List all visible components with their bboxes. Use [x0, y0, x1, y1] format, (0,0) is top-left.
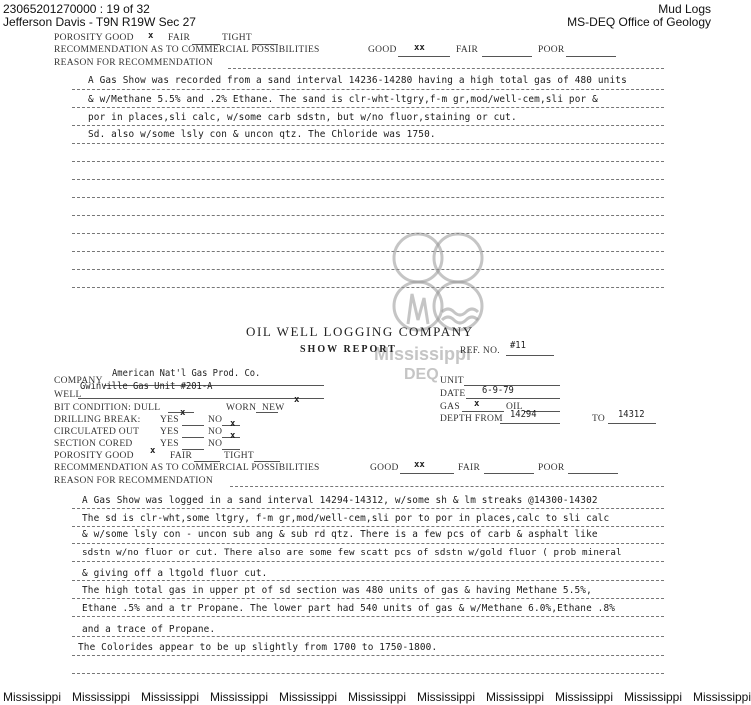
drilling-no-label: NO: [208, 415, 223, 425]
report-line-5: & giving off a ltgold fluor cut.: [82, 568, 268, 579]
ruled-line: [72, 636, 664, 637]
footer-watermark-3: Mississippi: [141, 690, 200, 704]
ref-no-value: #11: [510, 340, 526, 351]
drilling-yes-line: [182, 425, 204, 426]
ruled-line: [72, 598, 664, 599]
bit-condition-mark: x: [294, 395, 300, 405]
report-line-8: and a trace of Propane.: [82, 624, 216, 635]
date-value: 6-9-79: [482, 385, 514, 396]
recommendation-label: RECOMMENDATION AS TO COMMERCIAL POSSIBILITIES: [54, 463, 320, 473]
top-good-line: [398, 56, 450, 57]
top-good-mark: xx: [414, 43, 425, 53]
depth-to-value: 14312: [618, 409, 645, 420]
ruled-line: [72, 107, 664, 108]
drilling-break-label: DRILLING BREAK:: [54, 415, 141, 425]
section-cored-label: SECTION CORED: [54, 439, 133, 449]
reason-label: REASON FOR RECOMMENDATION: [54, 476, 213, 486]
report-line-3: & w/some lsly con - uncon sub ang & sub rd qtz. There is a few pcs of carb & asphalt like: [82, 529, 598, 540]
circulated-yes-line: [182, 437, 204, 438]
ruled-line: [72, 233, 664, 234]
circulated-no-mark: x: [230, 419, 236, 429]
bit-condition-label: BIT CONDITION: DULL: [54, 403, 161, 413]
date-line: [466, 398, 560, 399]
company-label: COMPANY: [54, 376, 103, 386]
well-value: Gwinville Gas Unit #201-A: [80, 381, 213, 392]
oil-label: OIL: [506, 402, 523, 412]
top-report-line-3: por in places,sli calc, w/some carb sdstn, but w/no fluor,staining or cut.: [88, 112, 517, 123]
report-line-9: The Colorides appear to be up slightly from 1700 to 1750-1800.: [78, 642, 438, 653]
ruled-line: [72, 561, 664, 562]
seal-plant: [408, 294, 428, 324]
footer-watermark-10: Mississippi: [624, 690, 683, 704]
top-poor-line: [566, 56, 616, 57]
ruled-line: [72, 89, 664, 90]
ruled-line: [72, 143, 664, 144]
company-value: American Nat'l Gas Prod. Co.: [112, 368, 261, 379]
depth-from-value: 14294: [510, 409, 537, 420]
cored-yes-line: [182, 449, 204, 450]
seal-wave-1: [442, 309, 478, 315]
new-label: NEW: [262, 403, 285, 413]
date-label: DATE: [440, 389, 466, 399]
footer-watermark-7: Mississippi: [417, 690, 476, 704]
footer-watermark-4: Mississippi: [210, 690, 269, 704]
report-line-6: The high total gas in upper pt of sd section was 480 units of gas & having Methane 5.5%,: [82, 585, 592, 596]
top-porosity-mark: x: [148, 31, 154, 41]
ref-no-label: REF. NO.: [460, 346, 500, 356]
top-poor-label: POOR: [538, 45, 565, 55]
document-id-page: 23065201270000 : 19 of 32: [3, 2, 150, 16]
ruled-line: [72, 287, 664, 288]
cored-no-label: NO: [208, 439, 223, 449]
porosity-mark: x: [150, 446, 156, 456]
gas-mark: x: [474, 399, 480, 409]
depth-to-line: [608, 423, 656, 424]
cored-no-mark: x: [230, 431, 236, 441]
document-type: Mud Logs: [658, 2, 711, 16]
ruled-line: [72, 526, 664, 527]
good-line: [400, 473, 454, 474]
top-report-line-1: A Gas Show was recorded from a sand interval 14236-14280 having a high total gas of 480 units: [88, 75, 627, 86]
footer-watermark-6: Mississippi: [348, 690, 407, 704]
footer-watermark-11: Mississippi: [693, 690, 751, 704]
poor-line: [568, 473, 618, 474]
well-line: [78, 398, 324, 399]
deq-seal-watermark: [388, 228, 488, 338]
footer-watermark-2: Mississippi: [72, 690, 131, 704]
ruled-line: [72, 197, 664, 198]
seal-wave-2: [442, 317, 478, 323]
unit-label: UNIT: [440, 376, 464, 386]
agency-label: MS-DEQ Office of Geology: [567, 15, 711, 29]
ruled-line: [72, 125, 664, 126]
reason-line: [230, 486, 664, 487]
top-good-label: GOOD: [368, 45, 397, 55]
footer-watermark-8: Mississippi: [486, 690, 545, 704]
top-fair-label: FAIR: [168, 33, 191, 43]
show-report-title: SHOW REPORT: [300, 344, 397, 355]
fair-line: [194, 461, 220, 462]
fair-label: FAIR: [170, 451, 193, 461]
poor-label: POOR: [538, 463, 565, 473]
top-porosity-label: POROSITY GOOD: [54, 33, 134, 43]
watermark-deq: DEQ: [404, 366, 439, 383]
report-line-1: A Gas Show was logged in a sand interval 14294-14312, w/some sh & lm streaks @14300-14302: [82, 495, 598, 506]
ruled-line: [72, 673, 664, 674]
top-reason-label: REASON FOR RECOMMENDATION: [54, 58, 213, 68]
depth-from-label: DEPTH FROM: [440, 414, 503, 424]
location-label: Jefferson Davis - T9N R19W Sec 27: [3, 15, 196, 29]
circulated-no-label: NO: [208, 427, 223, 437]
fair2-line: [484, 473, 534, 474]
fair2-label: FAIR: [458, 463, 481, 473]
well-label: WELL: [54, 390, 82, 400]
ruled-line: [72, 543, 664, 544]
depth-to-label: TO: [592, 414, 606, 424]
top-report-line-4: Sd. also w/some lsly con & uncon qtz. The Chloride was 1750.: [88, 129, 436, 140]
ruled-line: [72, 251, 664, 252]
tight-line: [254, 461, 280, 462]
depth-from-line: [500, 423, 560, 424]
gas-line: [462, 411, 504, 412]
footer-watermark-5: Mississippi: [279, 690, 338, 704]
top-reason-line: [228, 68, 664, 69]
good-mark: xx: [414, 460, 425, 470]
watermark-mississippi: Mississippi: [374, 344, 472, 364]
ref-no-line: [506, 355, 554, 356]
ruled-line: [72, 616, 664, 617]
top-tight-label: TIGHT: [222, 33, 252, 43]
ruled-line: [72, 161, 664, 162]
circulated-yes-label: YES: [160, 427, 179, 437]
cored-no-line: [222, 449, 240, 450]
ruled-line: [72, 269, 664, 270]
circulated-out-label: CIRCULATED OUT: [54, 427, 140, 437]
report-line-2: The sd is clr-wht,some ltgry, f-m gr,mod/well-cem,sli por to por in places,calc to sli calc: [82, 513, 610, 524]
ruled-line: [72, 580, 664, 581]
ruled-line: [72, 215, 664, 216]
footer-watermark-1: Mississippi: [3, 690, 62, 704]
footer-watermark-9: Mississippi: [555, 690, 614, 704]
top-fair2-label: FAIR: [456, 45, 479, 55]
good-label: GOOD: [370, 463, 399, 473]
drilling-yes-label: YES: [160, 415, 179, 425]
tight-label: TIGHT: [224, 451, 254, 461]
report-line-7: Ethane .5% and a tr Propane. The lower part had 540 units of gas & w/Methane 6.0%,Ethane .8%: [82, 603, 616, 614]
ruled-line: [72, 655, 664, 656]
logging-company-title: OIL WELL LOGGING COMPANY: [246, 324, 474, 339]
top-fair2-line: [482, 56, 532, 57]
drilling-yes-mark: x: [180, 408, 186, 418]
gas-label: GAS: [440, 402, 460, 412]
ruled-line: [72, 179, 664, 180]
ruled-line: [72, 508, 664, 509]
worn-label: WORN: [226, 403, 257, 413]
report-line-4: sdstn w/no fluor or cut. There also are some few scatt pcs of sdstn w/gold fluor ( prob mineral: [82, 547, 622, 558]
top-recommendation-label: RECOMMENDATION AS TO COMMERCIAL POSSIBILITIES: [54, 45, 320, 55]
cored-yes-label: YES: [160, 439, 179, 449]
top-report-line-2: & w/Methane 5.5% and .2% Ethane. The sand is clr-wht-ltgry,f-m gr,mod/well-cem,sli por &: [88, 94, 598, 105]
porosity-label: POROSITY GOOD: [54, 451, 134, 461]
